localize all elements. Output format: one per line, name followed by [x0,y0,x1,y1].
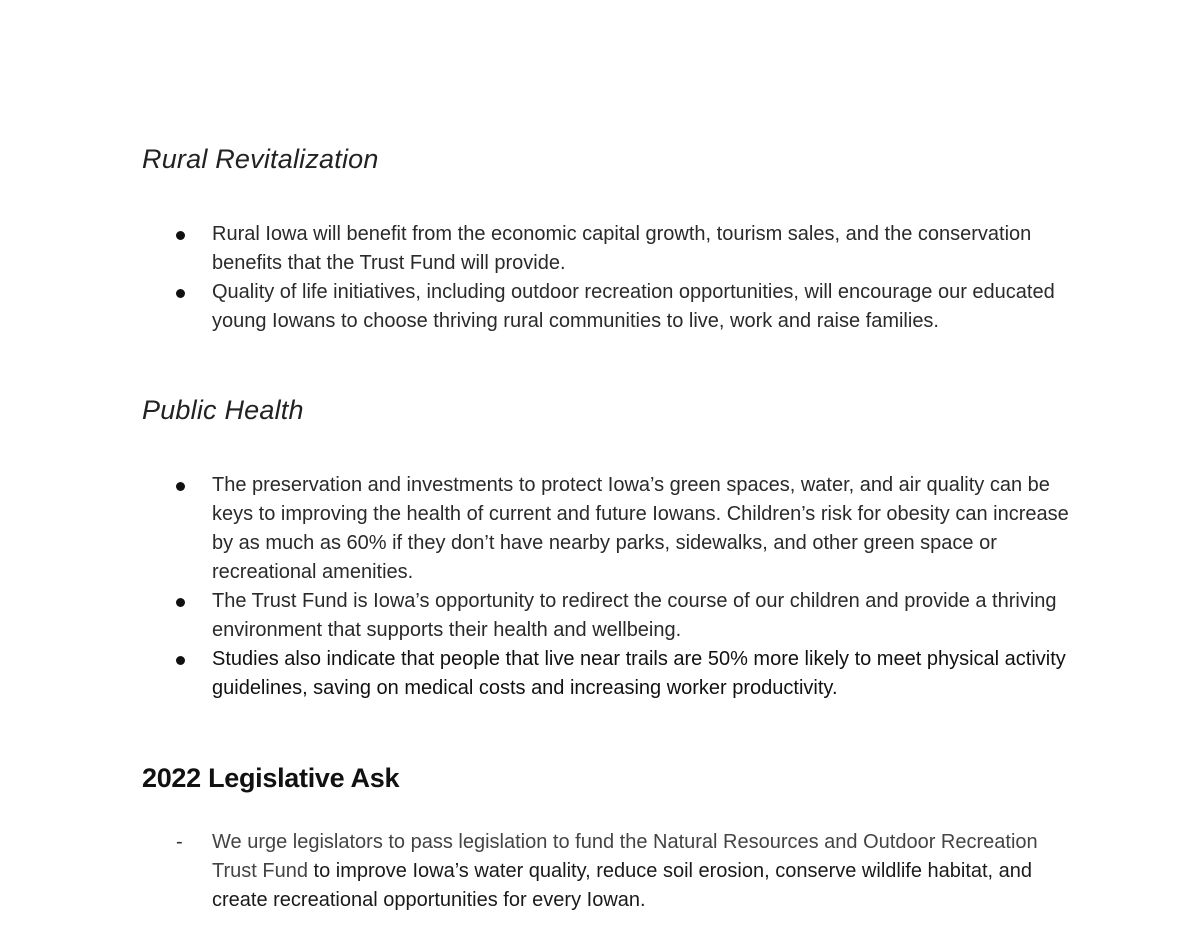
bullet-icon [176,482,185,491]
list-item [0,587,1072,645]
list-item [0,645,1072,703]
rural-bullet-list [0,220,1200,336]
list-item [0,471,1072,587]
list-item-text: The Trust Fund is Iowa’s opportunity to redirect the course of our children and provide a thriving environment that supports their health and wellbeing. [212,590,1057,641]
rural-revitalization-heading: Rural Revitalization [142,144,379,174]
list-item [0,278,1072,336]
legislative-ask-heading: 2022 Legislative Ask [142,763,400,793]
bullet-icon [176,598,185,607]
bullet-icon [176,289,185,298]
list-item-text: Quality of life initiatives, including outdoor recreation opportunities, will encourage our educated young Iowans to choose thriving rural communities to live, work and raise families. [212,281,1055,332]
ask-list [0,828,1200,915]
ask-text-part2: to improve Iowa’s water quality, reduce soil erosion, conserve wildlife habitat, and create recreational opportunities for every Iowan. [212,860,1033,911]
list-item [0,828,1072,915]
list-item [0,220,1072,278]
list-item-text: The preservation and investments to protect Iowa’s green spaces, water, and air quality can be keys to improving the health of current and future Iowans. Children’s risk for obesity can increase by as much as 60% if they don’t have nearby parks, sidewalks, and other green space or recreational amenities. [212,474,1069,583]
public-health-heading: Public Health [142,395,304,425]
dash-marker: - [176,831,183,853]
list-item-text: Rural Iowa will benefit from the economic capital growth, tourism sales, and the conservation benefits that the Trust Fund will provide. [212,223,1032,274]
list-item-text: Studies also indicate that people that live near trails are 50% more likely to meet physical activity guidelines, saving on medical costs and increasing worker productivity. [212,648,1066,699]
bullet-icon [176,231,185,240]
ask-text-part1: We urge legislators to pass legislation to fund the Natural Resources and Outdoor Recreation Trust Fund [212,831,1038,882]
bullet-icon [176,656,185,665]
health-bullet-list [0,471,1200,703]
